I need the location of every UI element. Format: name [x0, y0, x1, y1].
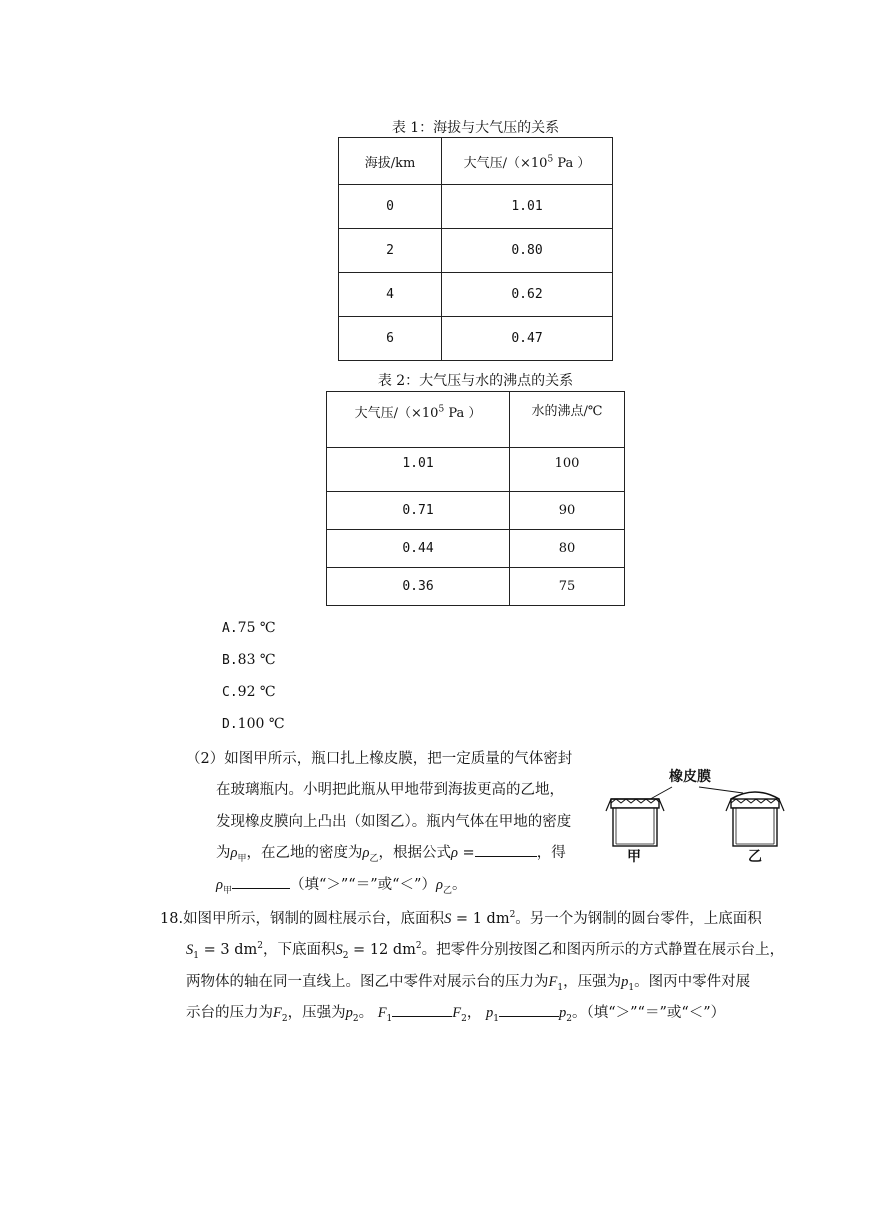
figure-label-yi: 乙 — [748, 848, 762, 864]
table2-caption: 表 2：大气压与水的沸点的关系 — [377, 373, 574, 389]
force-compare-blank[interactable] — [392, 1002, 452, 1017]
table-cell: 1.01 — [442, 185, 613, 229]
table-cell: 0.62 — [442, 273, 613, 317]
table1-caption: 表 1：海拔与大气压的关系 — [391, 120, 560, 136]
option-a: A.75 ℃ — [222, 620, 276, 636]
table2-header-pressure: 大气压$/(\times 10^5$ Pa ） — [327, 392, 510, 448]
table-row — [327, 392, 625, 448]
table1-header-altitude: 海拔/km — [339, 138, 442, 185]
q18-line-4: 示台的压力为$F_2$，压强为$p_2$。 $F_1$ $F_2$， $p_1$ $p_2$。（填“＞”“＝”或“＜”） — [186, 1001, 725, 1024]
membrane-pointer-line — [699, 787, 743, 793]
option-c: C.92 ℃ — [222, 684, 276, 700]
bottle-jia-icon — [606, 799, 664, 846]
q18-line-1: 18.如图甲所示，钢制的圆柱展示台，底面积S = 1 $dm^2$。另一个为钢制的圆台零件，上底面积 — [160, 910, 762, 927]
table-row — [339, 317, 613, 361]
q2-line-4: 为$\rho_甲$，在乙地的密度为$\rho_乙$，根据公式ρ = ，得 — [216, 841, 566, 864]
table-cell: 0.71 — [327, 492, 510, 530]
table-cell: 0.44 — [327, 530, 510, 568]
table-cell: 0.80 — [442, 229, 613, 273]
q2-line-3: 发现橡皮膜向上凸出（如图乙）。瓶内气体在甲地的密度 — [216, 814, 572, 830]
table-cell: 0 — [339, 185, 442, 229]
table-row — [327, 568, 625, 606]
figure-label-jia: 甲 — [627, 848, 641, 864]
q18-line-2: $S_1 = 3$ $dm^2$，下底面积$S_2 = 12$ $dm^2$。把零件分别按图乙和图丙所示的方式静置在展示台上， — [186, 941, 785, 961]
table-cell: 1.01 — [327, 448, 510, 492]
option-b: B.83 ℃ — [222, 652, 276, 668]
table-row — [327, 448, 625, 492]
table-cell: 6 — [339, 317, 442, 361]
density-formula-blank[interactable] — [475, 842, 537, 857]
table-row — [339, 273, 613, 317]
table-cell: 100 — [510, 448, 625, 492]
bottle-yi-icon — [726, 792, 784, 846]
bottle-figure — [605, 765, 795, 865]
table-cell: 90 — [510, 492, 625, 530]
q2-line-2: 在玻璃瓶内。小明把此瓶从甲地带到海拔更高的乙地， — [216, 782, 564, 798]
q2-line-5: $\rho_甲$ （填“＞”“＝”或“$<”)\rho_乙$。 — [216, 873, 466, 896]
pressure-compare-blank[interactable] — [499, 1002, 559, 1017]
table1 — [338, 137, 613, 361]
table-row — [339, 229, 613, 273]
option-d: D.100 ℃ — [222, 716, 285, 732]
table-cell: 75 — [510, 568, 625, 606]
table-row — [327, 492, 625, 530]
table1-header-pressure: 大气压$/(\times 10^5$ Pa ） — [442, 138, 613, 185]
table-cell: 0.36 — [327, 568, 510, 606]
table-row — [339, 185, 613, 229]
q18-line-3: 两物体的轴在同一直线上。图乙中零件对展示台的压力为$F_1$，压强为$p_1$。图丙中零件对展 — [186, 974, 751, 993]
table2-header-boiling-point: 水的沸点/℃ — [510, 392, 625, 448]
table-cell: 80 — [510, 530, 625, 568]
table-cell: 4 — [339, 273, 442, 317]
table-row — [327, 530, 625, 568]
table-row — [339, 138, 613, 185]
q2-line-1: （2）如图甲所示，瓶口扎上橡皮膜，把一定质量的气体密封 — [186, 751, 573, 767]
density-compare-blank[interactable] — [232, 874, 290, 889]
membrane-label: 橡皮膜 — [669, 768, 711, 784]
table-cell: 2 — [339, 229, 442, 273]
question-number: 18. — [160, 911, 184, 927]
table2 — [326, 391, 625, 606]
table-cell: 0.47 — [442, 317, 613, 361]
